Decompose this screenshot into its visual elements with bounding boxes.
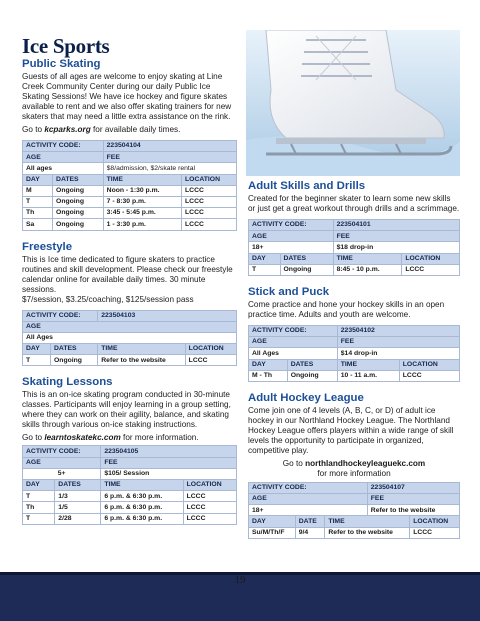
- fee-value: $8/admission, $2/skate rental: [103, 163, 236, 174]
- activity-table: [248, 482, 460, 539]
- fees-line: $7/session, $3.25/coaching, $125/session pass: [22, 294, 194, 304]
- left-column: [22, 58, 237, 525]
- table-row: Sa Ongoing 1 - 3:30 p.m. LCCC: [23, 219, 237, 230]
- day-header: DAY: [23, 480, 55, 491]
- website-link[interactable]: kcparks.org: [44, 125, 91, 134]
- activity-table: [248, 325, 460, 382]
- fee-value: $105/ Session: [101, 468, 237, 479]
- section-title: Adult Hockey League: [248, 391, 364, 404]
- section-title: Stick and Puck: [248, 285, 330, 298]
- fee-label: FEE: [367, 494, 459, 505]
- dates-header: DATES: [51, 344, 98, 355]
- time-header: TIME: [325, 516, 410, 527]
- freestyle-section: [22, 241, 237, 367]
- info-link-line: Go to learntoskatekc.com for more information.: [22, 433, 199, 443]
- website-link[interactable]: northlandhockeyleaguekc.com: [305, 458, 426, 468]
- activity-code: 223504103: [98, 310, 237, 321]
- age-value: 18+: [249, 505, 368, 516]
- table-row: T 1/3 6 p.m. & 6:30 p.m. LCCC: [23, 491, 237, 502]
- location-header: LOCATION: [410, 516, 460, 527]
- stick-puck-section: [248, 286, 460, 382]
- age-label: AGE: [23, 152, 104, 163]
- section-description: Guests of all ages are welcome to enjoy skating at Line Creek Community Center during our daily Public Ice Skating Sessions! We have ice hockey and figure skates available to rent and we also offer skating trainers for new skaters that may need a little extra assistance on the rink.: [22, 72, 232, 121]
- dates-header: DATES: [280, 253, 333, 264]
- time-header: TIME: [333, 253, 402, 264]
- section-description: Come join one of 4 levels (A, B, C, or D) of adult ice hockey in our Northland Hockey League. The Northland Hockey League offers players within a wide range of skill levels the opportunity to participate in organized, competitive play.: [248, 405, 454, 455]
- section-description: This is Ice time dedicated to figure skaters to practice routines and skill development. Please check our freestyle calendar online for available daily times. 30 minute sessions.: [22, 254, 233, 294]
- figure-skate-illustration: [246, 30, 460, 176]
- time-header: TIME: [101, 480, 183, 491]
- location-header: LOCATION: [183, 480, 236, 491]
- table-row: M - Th Ongoing 10 - 11 a.m. LCCC: [249, 370, 460, 381]
- age-label: AGE: [249, 231, 334, 242]
- figure-skate-photo: [246, 30, 460, 176]
- table-row: T Ongoing 7 - 8:30 p.m. LCCC: [23, 196, 237, 207]
- day-header: DAY: [23, 344, 51, 355]
- section-description: Created for the beginner skater to learn some new skills or just get a great workout through drills and a scrimmage.: [248, 194, 460, 213]
- table-row: M Ongoing Noon - 1:30 p.m. LCCC: [23, 185, 237, 196]
- location-header: LOCATION: [402, 253, 460, 264]
- time-header: TIME: [337, 359, 399, 370]
- fee-value: $14 drop-in: [337, 348, 459, 359]
- day-header: DAY: [249, 253, 281, 264]
- activity-code-label: ACTIVITY CODE:: [23, 141, 104, 152]
- fee-value: $18 drop-in: [333, 242, 459, 253]
- section-description: This is an on-ice skating program conducted in 30-minute classes. Participants will enjoy learning in a group setting, where they can work on their agility, balance, and skating skills through various on-ice staking instructions.: [22, 390, 231, 430]
- page-title: Ice Sports: [22, 34, 110, 58]
- table-row: T Ongoing 8:45 - 10 p.m. LCCC: [249, 264, 460, 275]
- adult-skills-section: [248, 180, 460, 276]
- age-value: 5+: [23, 468, 101, 479]
- age-value: All Ages: [23, 332, 237, 343]
- location-header: LOCATION: [185, 344, 236, 355]
- age-label: AGE: [249, 337, 338, 348]
- day-header: DAY: [23, 174, 53, 185]
- section-description: Come practice and hone your hockey skills in an open practice time. Adults and youth are welcome.: [248, 299, 445, 319]
- location-header: LOCATION: [182, 174, 237, 185]
- page-number: 19: [234, 574, 246, 586]
- skating-lessons-section: [22, 376, 237, 524]
- location-header: LOCATION: [399, 359, 459, 370]
- info-link-line: Go to northlandhockeyleaguekc.com for more information: [282, 458, 426, 478]
- table-row: Th Ongoing 3:45 - 5:45 p.m. LCCC: [23, 208, 237, 219]
- adult-hockey-section: [248, 392, 460, 539]
- dates-header: DATES: [55, 480, 101, 491]
- info-link-line: Go to kcparks.org for available daily times.: [22, 125, 181, 134]
- age-value: 18+: [249, 242, 334, 253]
- section-title: Public Skating: [22, 58, 101, 70]
- day-header: DAY: [249, 359, 288, 370]
- table-row: T 2/28 6 p.m. & 6:30 p.m. LCCC: [23, 513, 237, 524]
- activity-table: [248, 219, 460, 276]
- time-header: TIME: [103, 174, 181, 185]
- age-label: AGE: [23, 457, 101, 468]
- age-value: All Ages: [249, 348, 338, 359]
- dates-header: DATES: [287, 359, 337, 370]
- right-column: [248, 180, 460, 539]
- activity-code: 223504105: [101, 446, 237, 457]
- public-skating-section: [22, 58, 237, 231]
- fee-value: Refer to the website: [367, 505, 459, 516]
- dates-header: DATES: [53, 174, 104, 185]
- activity-code-label: ACTIVITY CODE:: [23, 446, 101, 457]
- activity-code-label: ACTIVITY CODE:: [249, 325, 338, 336]
- activity-code: 223504107: [367, 482, 459, 493]
- age-value: All ages: [23, 163, 104, 174]
- activity-code-label: ACTIVITY CODE:: [23, 310, 98, 321]
- age-label: AGE: [249, 494, 368, 505]
- table-row: Th 1/5 6 p.m. & 6:30 p.m. LCCC: [23, 502, 237, 513]
- day-header: DAY: [249, 516, 296, 527]
- website-link[interactable]: learntoskatekc.com: [44, 433, 121, 443]
- table-row: T Ongoing Refer to the website LCCC: [23, 355, 237, 366]
- activity-code: 223504101: [333, 220, 459, 231]
- section-title: Adult Skills and Drills: [248, 180, 366, 192]
- fee-label: FEE: [101, 457, 237, 468]
- date-header: DATE: [295, 516, 325, 527]
- time-header: TIME: [98, 344, 185, 355]
- fee-label: FEE: [333, 231, 459, 242]
- activity-code: 223504104: [103, 141, 236, 152]
- fee-label: FEE: [337, 337, 459, 348]
- activity-table: [22, 445, 237, 524]
- activity-table: [22, 140, 237, 231]
- section-title: Skating Lessons: [22, 376, 113, 389]
- activity-code-label: ACTIVITY CODE:: [249, 482, 368, 493]
- activity-code-label: ACTIVITY CODE:: [249, 220, 334, 231]
- fee-label: FEE: [103, 152, 236, 163]
- activity-table: [22, 310, 237, 367]
- age-label: AGE: [23, 321, 237, 332]
- table-row: Su/M/Th/F 9/4 Refer to the website LCCC: [249, 527, 460, 538]
- section-title: Freestyle: [22, 240, 73, 253]
- activity-code: 223504102: [337, 325, 459, 336]
